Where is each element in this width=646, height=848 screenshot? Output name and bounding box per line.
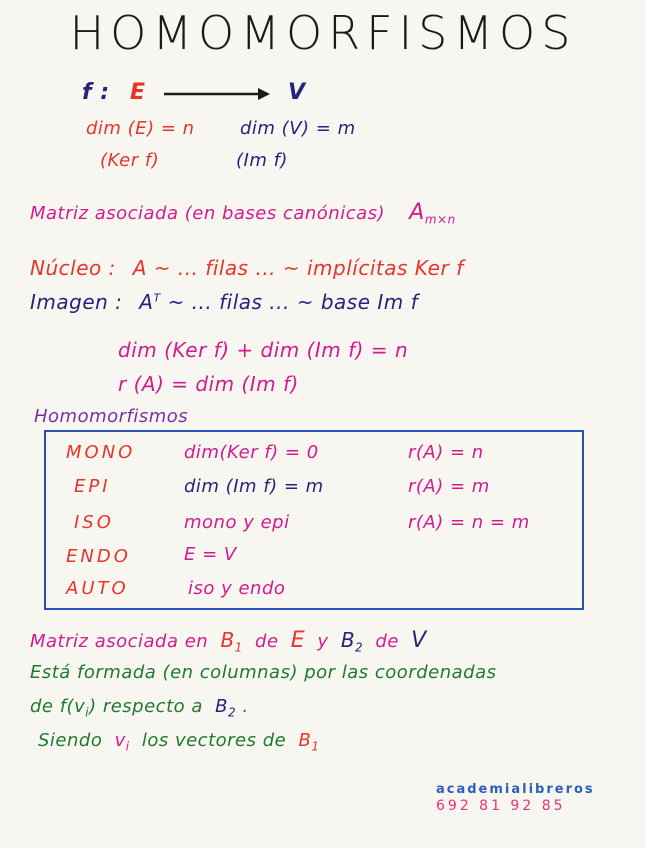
cond-epi: dim (Im f) = m <box>184 476 324 497</box>
page-title: HOMOMORFISMOS <box>69 6 577 60</box>
bottom-E: E <box>290 628 306 653</box>
dim-domain: dim (E) = n <box>86 118 195 139</box>
type-auto: AUTO <box>66 578 129 599</box>
type-epi: EPI <box>74 476 111 497</box>
type-endo: ENDO <box>66 546 131 567</box>
map-f: f : <box>82 80 110 105</box>
nucleo-text: A ~ ... filas ... ~ implícitas Ker f <box>132 256 464 280</box>
imagen-text: ~ ... filas ... ~ base Im f <box>167 290 419 314</box>
imagen-transpose: T <box>153 291 161 305</box>
line4-basis: B <box>298 730 312 751</box>
basis-b2: B <box>340 628 356 652</box>
matrix-dims: m×n <box>424 212 456 227</box>
basis-b1-sub: 1 <box>234 640 243 655</box>
formula-rank: r (A) = dim (Im f) <box>118 372 299 396</box>
im-label: (Im f) <box>236 150 288 171</box>
bottom-line-1 <box>30 628 427 655</box>
type-mono: MONO <box>66 442 136 463</box>
line3-basis-sub: 2 <box>228 705 237 720</box>
line4-basis-sub: 1 <box>311 739 320 754</box>
line3-basis: B <box>215 696 228 717</box>
cond-mono: dim(Ker f) = 0 <box>184 442 319 463</box>
rank-mono: r(A) = n <box>408 442 484 463</box>
map-codomain: V <box>288 80 306 105</box>
footer-phone: 692 81 92 85 <box>436 798 566 814</box>
bottom-V: V <box>411 628 427 653</box>
matrix-line <box>30 200 456 227</box>
matrix-A: A <box>409 200 425 225</box>
line4-v: v <box>114 730 126 751</box>
footer-brand: academialibreros <box>436 782 595 797</box>
bottom-line-2: Está formada (en columnas) por las coordenadas <box>30 662 497 683</box>
dim-codomain: dim (V) = m <box>240 118 356 139</box>
ker-label: (Ker f) <box>100 150 160 171</box>
basis-b1: B <box>220 628 235 652</box>
bottom-de-2: de <box>375 631 399 652</box>
imagen-A: A <box>139 290 154 314</box>
line4-text-a: Siendo <box>38 730 103 751</box>
imagen-label: Imagen : <box>30 290 123 314</box>
nucleo-label: Núcleo : <box>30 256 116 280</box>
type-iso: ISO <box>74 512 114 533</box>
line3-text-a: de f(v <box>30 696 86 717</box>
bottom-line-3 <box>30 696 249 720</box>
bottom-de-1: de <box>255 631 279 652</box>
basis-b2-sub: 2 <box>355 640 364 655</box>
nucleo-line <box>30 256 464 280</box>
cond-iso: mono y epi <box>184 512 290 533</box>
line3-sub: i <box>85 705 90 720</box>
cond-auto: iso y endo <box>188 578 286 599</box>
bottom-text-1: Matriz asociada en <box>30 631 209 652</box>
rank-epi: r(A) = m <box>408 476 490 497</box>
imagen-line <box>30 290 418 314</box>
rank-iso: r(A) = n = m <box>408 512 530 533</box>
homomorfismos-heading: Homomorfismos <box>34 406 189 427</box>
matrix-text: Matriz asociada (en bases canónicas) <box>30 203 386 224</box>
line4-text-b: los vectores de <box>141 730 287 751</box>
bottom-line-4 <box>38 730 319 754</box>
cond-endo: E = V <box>184 544 237 565</box>
line3-dot: . <box>242 696 249 717</box>
bottom-y: y <box>317 631 329 652</box>
formula-dims: dim (Ker f) + dim (Im f) = n <box>118 338 409 362</box>
map-domain: E <box>130 80 146 105</box>
line4-v-sub: i <box>125 739 130 754</box>
line3-text-b: ) respecto a <box>89 696 203 717</box>
arrow-icon <box>162 86 272 102</box>
